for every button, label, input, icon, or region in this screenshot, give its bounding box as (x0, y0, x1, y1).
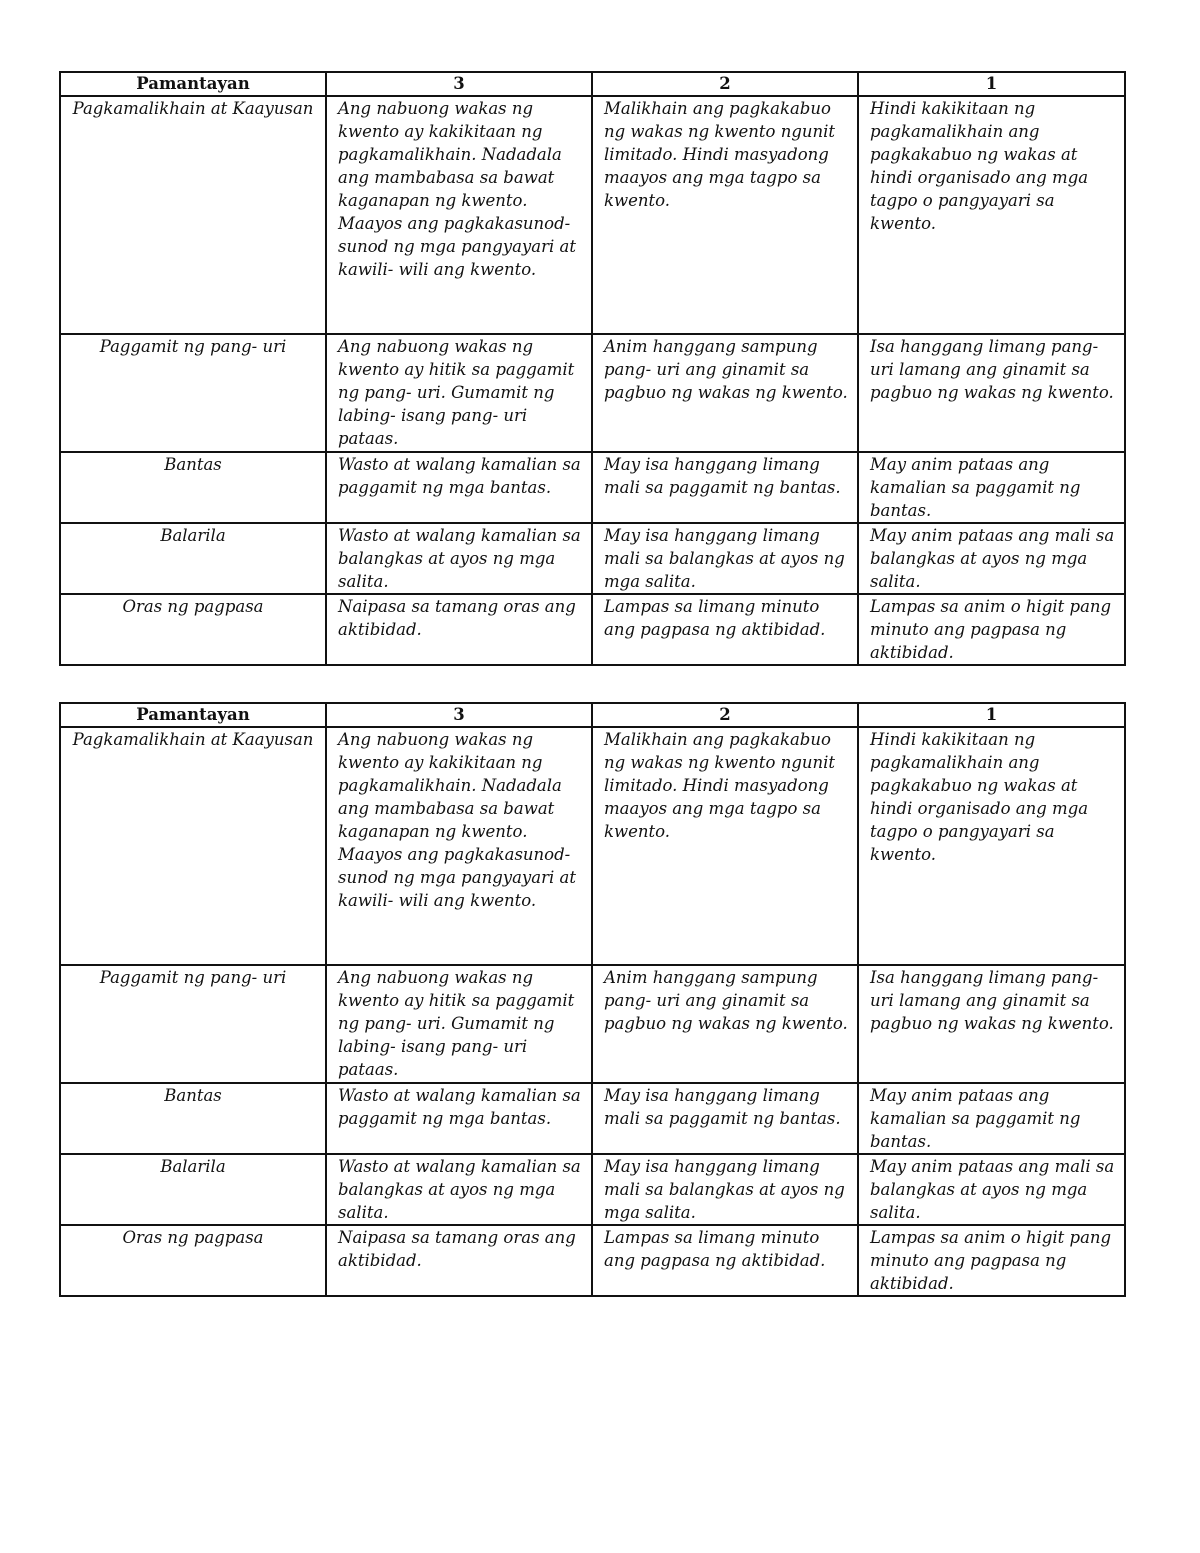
score-1-cell: May anim pataas ang kamalian sa paggamit ng bantas. (858, 452, 1125, 523)
header-score-3: 3 (326, 703, 592, 727)
score-3-cell: Ang nabuong wakas ng kwento ay kakikitaan ng pagkamalikhain. Nadadala ang mambabasa sa bawat kaganapan ng kwento. Maayos ang pagkakasunod-sunod ng mga pangyayari at kawili- wili ang kwento. (326, 96, 592, 334)
score-2-cell: Malikhain ang pagkakabuo ng wakas ng kwento ngunit limitado. Hindi masyadong maayos ang mga tagpo sa kwento. (592, 96, 858, 334)
score-1-cell: Hindi kakikitaan ng pagkamalikhain ang pagkakabuo ng wakas at hindi organisado ang mga tagpo o pangyayari sa kwento. (858, 727, 1125, 965)
rubric-header-row (60, 703, 1125, 727)
score-3-cell: Naipasa sa tamang oras ang aktibidad. (326, 1225, 592, 1296)
table-row (60, 452, 1125, 523)
score-1-cell: Hindi kakikitaan ng pagkamalikhain ang pagkakabuo ng wakas at hindi organisado ang mga tagpo o pangyayari sa kwento. (858, 96, 1125, 334)
rubric-table-1 (59, 71, 1126, 666)
header-score-2: 2 (592, 72, 858, 96)
score-3-cell: Ang nabuong wakas ng kwento ay kakikitaan ng pagkamalikhain. Nadadala ang mambabasa sa bawat kaganapan ng kwento. Maayos ang pagkakasunod-sunod ng mga pangyayari at kawili- wili ang kwento. (326, 727, 592, 965)
table-row (60, 727, 1125, 965)
criterion-cell: Bantas (60, 1083, 326, 1154)
score-1-cell: Isa hanggang limang pang- uri lamang ang ginamit sa pagbuo ng wakas ng kwento. (858, 965, 1125, 1083)
criterion-cell: Oras ng pagpasa (60, 594, 326, 665)
score-2-cell: May isa hanggang limang mali sa balangkas at ayos ng mga salita. (592, 1154, 858, 1225)
criterion-cell: Pagkamalikhain at Kaayusan (60, 727, 326, 965)
header-score-2: 2 (592, 703, 858, 727)
score-3-cell: Wasto at walang kamalian sa balangkas at ayos ng mga salita. (326, 523, 592, 594)
table-row (60, 1225, 1125, 1296)
header-score-1: 1 (858, 72, 1125, 96)
score-2-cell: Lampas sa limang minuto ang pagpasa ng aktibidad. (592, 594, 858, 665)
score-1-cell: Lampas sa anim o higit pang minuto ang pagpasa ng aktibidad. (858, 1225, 1125, 1296)
score-2-cell: Anim hanggang sampung pang- uri ang ginamit sa pagbuo ng wakas ng kwento. (592, 965, 858, 1083)
score-2-cell: May isa hanggang limang mali sa paggamit ng bantas. (592, 452, 858, 523)
criterion-cell: Balarila (60, 523, 326, 594)
header-score-1: 1 (858, 703, 1125, 727)
score-3-cell: Wasto at walang kamalian sa paggamit ng mga bantas. (326, 1083, 592, 1154)
score-3-cell: Naipasa sa tamang oras ang aktibidad. (326, 594, 592, 665)
criterion-cell: Bantas (60, 452, 326, 523)
table-row (60, 1083, 1125, 1154)
table-row (60, 523, 1125, 594)
score-2-cell: Anim hanggang sampung pang- uri ang ginamit sa pagbuo ng wakas ng kwento. (592, 334, 858, 452)
score-1-cell: Lampas sa anim o higit pang minuto ang pagpasa ng aktibidad. (858, 594, 1125, 665)
score-1-cell: Isa hanggang limang pang- uri lamang ang ginamit sa pagbuo ng wakas ng kwento. (858, 334, 1125, 452)
header-criterion: Pamantayan (60, 72, 326, 96)
score-3-cell: Wasto at walang kamalian sa paggamit ng mga bantas. (326, 452, 592, 523)
score-2-cell: Malikhain ang pagkakabuo ng wakas ng kwento ngunit limitado. Hindi masyadong maayos ang mga tagpo sa kwento. (592, 727, 858, 965)
score-1-cell: May anim pataas ang kamalian sa paggamit ng bantas. (858, 1083, 1125, 1154)
table-row (60, 594, 1125, 665)
header-criterion: Pamantayan (60, 703, 326, 727)
table-row (60, 96, 1125, 334)
criterion-cell: Balarila (60, 1154, 326, 1225)
score-2-cell: May isa hanggang limang mali sa balangkas at ayos ng mga salita. (592, 523, 858, 594)
criterion-cell: Oras ng pagpasa (60, 1225, 326, 1296)
table-row (60, 1154, 1125, 1225)
rubric-header-row (60, 72, 1125, 96)
score-1-cell: May anim pataas ang mali sa balangkas at ayos ng mga salita. (858, 1154, 1125, 1225)
score-2-cell: May isa hanggang limang mali sa paggamit ng bantas. (592, 1083, 858, 1154)
rubric-table-2 (59, 702, 1126, 1297)
table-row (60, 334, 1125, 452)
table-row (60, 965, 1125, 1083)
criterion-cell: Paggamit ng pang- uri (60, 965, 326, 1083)
criterion-cell: Paggamit ng pang- uri (60, 334, 326, 452)
score-3-cell: Ang nabuong wakas ng kwento ay hitik sa paggamit ng pang- uri. Gumamit ng labing- isang pang- uri pataas. (326, 334, 592, 452)
criterion-cell: Pagkamalikhain at Kaayusan (60, 96, 326, 334)
score-2-cell: Lampas sa limang minuto ang pagpasa ng aktibidad. (592, 1225, 858, 1296)
score-1-cell: May anim pataas ang mali sa balangkas at ayos ng mga salita. (858, 523, 1125, 594)
header-score-3: 3 (326, 72, 592, 96)
score-3-cell: Ang nabuong wakas ng kwento ay hitik sa paggamit ng pang- uri. Gumamit ng labing- isang pang- uri pataas. (326, 965, 592, 1083)
score-3-cell: Wasto at walang kamalian sa balangkas at ayos ng mga salita. (326, 1154, 592, 1225)
